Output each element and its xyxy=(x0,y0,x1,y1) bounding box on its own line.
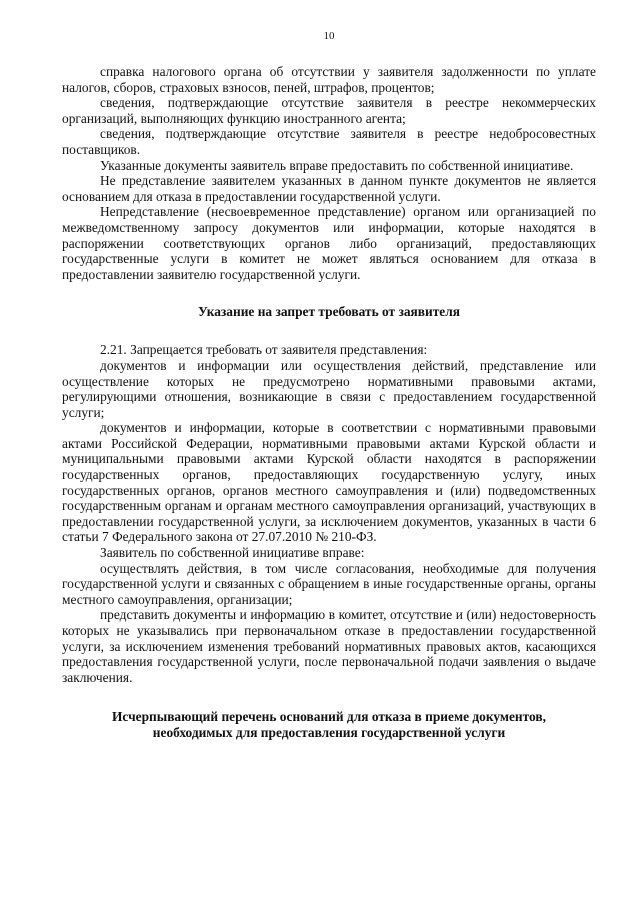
paragraph-unfair-suppliers-registry: сведения, подтверждающие отсутствие заявителя в реестре недобросовестных поставщиков. xyxy=(62,126,596,157)
page-number: 10 xyxy=(323,30,335,42)
paragraph-interagency-request: Непредставление (несвоевременное представление) органом или организацией по межведомственному запросу документов или информации, которые находятся в распоряжении соответствующих органов либо организаций, предоставляющих государственные услуги в комитет не может являться основанием для отказа в предоставлении заявителю государственной услуги. xyxy=(62,204,596,282)
section-heading-prohibition: Указание на запрет требовать от заявителя xyxy=(197,304,460,320)
document-page xyxy=(62,30,596,741)
paragraph-2-21: 2.21. Запрещается требовать от заявителя представления: xyxy=(100,342,428,358)
paragraph-applicant-may: Заявитель по собственной инициативе вправе: xyxy=(100,545,365,561)
heading-line-1: Исчерпывающий перечень оснований для отказа в приеме документов, xyxy=(112,709,546,725)
paragraph-perform-actions: осуществлять действия, в том числе согласования, необходимые для получения государственной услуги и связанных с обращением в иные государственные органы, органы местного самоуправления, организации; xyxy=(62,560,596,607)
heading-line-2: необходимых для предоставления государственной услуги xyxy=(152,725,506,741)
paragraph-submit-documents: представить документы и информацию в комитет, отсутствие и (или) недостоверность которых не указывались при первоначальном отказе в предоставлении государственной услуги, за исключением изменения требований нормативных правовых актов, касающихся предоставления государственной услуги, после первоначальной подачи заявления о выдаче заключения. xyxy=(62,607,596,685)
paragraph-documents-in-possession: документов и информации, которые в соответствии с нормативными правовыми актами Российской Федерации, нормативными правовыми актами Курской области и муниципальными правовыми актами Курской области находятся в распоряжении государственных органов, предоставляющих государственную услугу, иных государственных органов, органов местного самоуправления и (или) подведомственных государственным органам и органам местного самоуправления организаций, участвующих в предоставлении государственной услуги, за исключением документов, указанных в части 6 статьи 7 Федерального закона от 27.07.2010 № 210-ФЗ. xyxy=(62,420,596,545)
paragraph-tax-certificate: справка налогового органа об отсутствии у заявителя задолженности по уплате налогов, сборов, страховых взносов, пеней, штрафов, процентов; xyxy=(62,64,596,95)
paragraph-non-submission: Не представление заявителем указанных в данном пункте документов не является основанием для отказа в предоставлении государственной услуги. xyxy=(62,173,596,204)
paragraph-foreign-agent-registry: сведения, подтверждающие отсутствие заявителя в реестре некоммерческих организаций, выполняющих функцию иностранного агента; xyxy=(62,95,596,126)
paragraph-documents-not-required: документов и информации или осуществления действий, представление или осуществление которых не предусмотрено нормативными правовыми актами, регулирующими отношения, возникающие в связи с предоставлением государственной услуги; xyxy=(62,357,596,420)
paragraph-own-initiative: Указанные документы заявитель вправе предоставить по собственной инициативе. xyxy=(100,157,574,173)
section-heading-refusal-grounds xyxy=(62,709,596,741)
